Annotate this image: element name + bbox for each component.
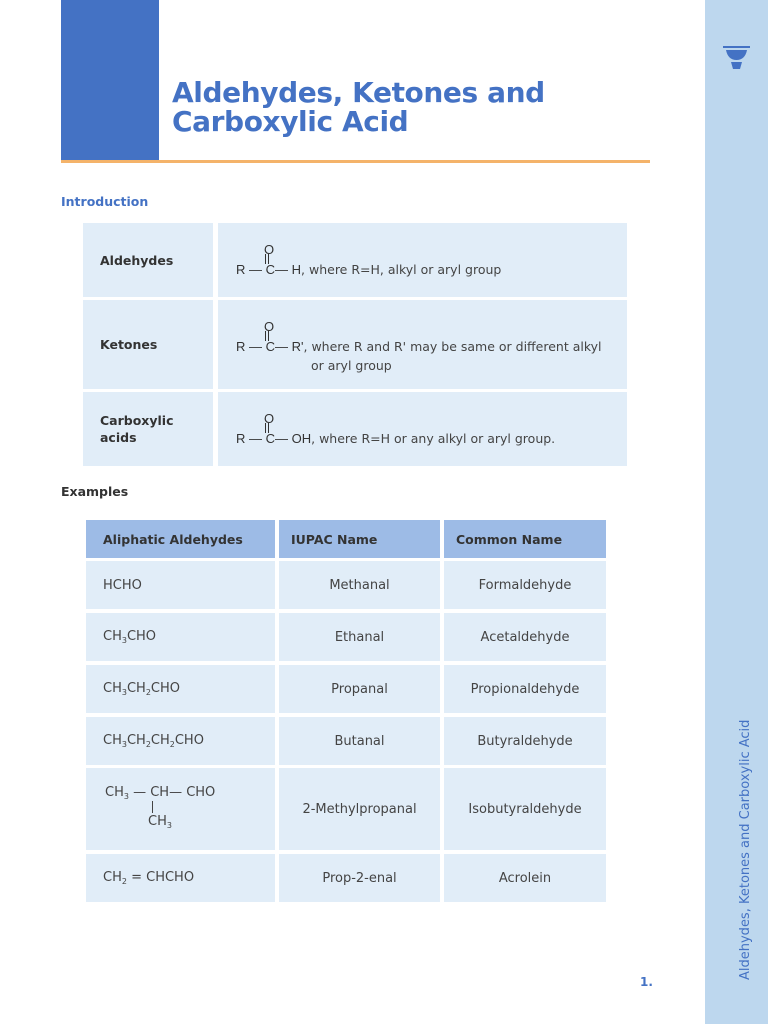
- column-header: Common Name: [444, 520, 606, 558]
- formula-text: $CH_2$ = CHCHO: [103, 870, 195, 886]
- intro-row-name: [83, 392, 213, 466]
- structure-line: R — C— R', where R and R' may be same or different alkyl: [236, 339, 602, 354]
- group-r: R: [236, 431, 246, 446]
- formula-cell: [86, 561, 275, 609]
- branch-group: $CH_3$: [148, 814, 172, 830]
- common-cell: Butyraldehyde: [444, 717, 606, 765]
- intro-row-name: [83, 300, 213, 389]
- page-title-line2: Carboxylic Acid: [172, 105, 409, 138]
- iupac-cell: Methanal: [279, 561, 440, 609]
- formula-text: $CH_3CH_2CH_2CHO$: [103, 733, 204, 749]
- intro-description: , where R=H or any alkyl or aryl group.: [311, 431, 556, 446]
- page-title: [172, 78, 652, 136]
- common-cell: Formaldehyde: [444, 561, 606, 609]
- common-cell: Acrolein: [444, 854, 606, 902]
- column-header: Aliphatic Aldehydes: [86, 520, 275, 558]
- intro-row-formula: [218, 223, 627, 297]
- formula-cell: [86, 665, 275, 713]
- formula-text: $CH_3CH_2CHO$: [103, 681, 180, 697]
- formula-text: $CH_3$ — CH— CHO: [105, 785, 216, 801]
- formula-text: HCHO: [103, 577, 142, 593]
- header-rule: [61, 160, 650, 163]
- carbonyl-oxygen: O: [264, 242, 275, 257]
- group-r: R: [236, 339, 246, 354]
- iupac-cell: Ethanal: [279, 613, 440, 661]
- carbon-atom: C: [265, 339, 276, 354]
- carbonyl-oxygen: O: [264, 319, 275, 334]
- carbonyl-oxygen: O: [264, 411, 275, 426]
- formula-cell: [86, 854, 275, 902]
- unacademy-logo-icon: [723, 44, 750, 71]
- formula-cell: [86, 768, 275, 850]
- end-group: OH: [291, 431, 312, 446]
- intro-name-text: Carboxylic acids: [100, 413, 174, 445]
- formula-cell: [86, 717, 275, 765]
- carbon-atom: C: [265, 431, 276, 446]
- introduction-heading: Introduction: [61, 194, 149, 209]
- sidebar-vertical-title: Aldehydes, Ketones and Carboxylic Acid: [738, 719, 753, 980]
- formula-cell: [86, 613, 275, 661]
- sidebar: [705, 0, 768, 1024]
- branch-bond: [152, 801, 153, 813]
- intro-description-cont: or aryl group: [311, 358, 392, 373]
- carbon-atom: C: [265, 262, 276, 277]
- column-header: IUPAC Name: [279, 520, 440, 558]
- intro-description: , where R=H, alkyl or aryl group: [301, 262, 502, 277]
- intro-row-formula: [218, 392, 627, 466]
- end-group: H: [291, 262, 302, 277]
- intro-row-name: [83, 223, 213, 297]
- iupac-cell: Propanal: [279, 665, 440, 713]
- iupac-cell: Butanal: [279, 717, 440, 765]
- intro-name-text: Ketones: [100, 337, 158, 352]
- structure-line: R — C— H, where R=H, alkyl or aryl group: [236, 262, 502, 277]
- structure-line: R — C— OH, where R=H or any alkyl or aryl group.: [236, 431, 556, 446]
- iupac-cell: 2-Methylpropanal: [279, 768, 440, 850]
- formula-text: $CH_3CHO$: [103, 629, 157, 645]
- intro-description: , where R and R' may be same or different alkyl: [303, 339, 602, 354]
- page-number: 1.: [640, 975, 653, 989]
- group-r: R: [236, 262, 246, 277]
- header-accent-block: [61, 0, 159, 161]
- page-title-line1: Aldehydes, Ketones and: [172, 76, 545, 109]
- common-cell: Isobutyraldehyde: [444, 768, 606, 850]
- iupac-cell: Prop-2-enal: [279, 854, 440, 902]
- examples-heading: Examples: [61, 484, 129, 499]
- intro-row-formula: [218, 300, 627, 389]
- common-cell: Acetaldehyde: [444, 613, 606, 661]
- common-cell: Propionaldehyde: [444, 665, 606, 713]
- end-group: R': [291, 339, 304, 354]
- intro-name-text: Aldehydes: [100, 252, 174, 268]
